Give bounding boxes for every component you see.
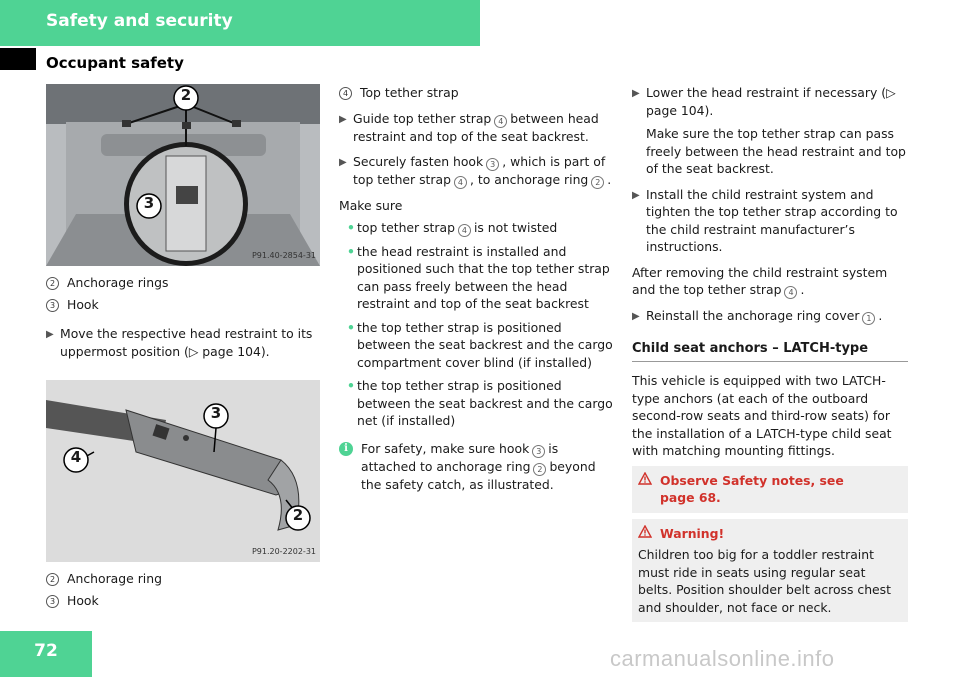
bullet-dot-icon: • [347,319,355,335]
legend-item: 2 Anchorage ring [46,570,321,588]
instruction-step: ▶ Securely fasten hook 3 , which is part of top tether strap 4 , to anchorage ring 2 . [339,154,612,187]
bullet-dot-icon: • [347,219,355,235]
bullet-dot-icon: • [347,243,355,259]
legend-item: 3 Hook [46,296,321,314]
instruction-step: ▶ Move the respective head restraint to its uppermost position (▷ page 104). [46,326,313,359]
figure-cargo-anchorage [46,84,320,266]
bullet-item: • the head restraint is installed and positioned such that the top tether strap can pass freely between the head restraint and top of the seat backrest [347,243,610,311]
warning-box [632,519,908,623]
instruction-step: ▶ Guide top tether strap 4 between head restraint and top of the seat backrest. [339,110,599,144]
step-arrow-icon: ▶ [632,311,640,322]
step-arrow-icon: ▶ [632,189,640,201]
make-sure-label: Make sure [339,198,403,213]
section-heading: Child seat anchors – LATCH-type [632,340,908,363]
safety-notice-box [632,466,908,513]
step-arrow-icon: ▶ [339,157,347,168]
bullet-dot-icon: • [347,378,355,393]
column-left [46,84,321,609]
warning-body: Children too big for a toddler restraint must ride in seats using regular seat belts. Position shoulder belt across chest and shoulder, not face or neck. [638,547,891,615]
instruction-step: ▶ Install the child restraint system and tighten the top tether strap according to the child restraint manufacturer’s instructions. [632,186,898,254]
bullet-item: • top tether strap 4 is not twisted [347,219,558,235]
instruction-step: ▶ Reinstall the anchorage ring cover 1 . [632,307,908,326]
figure-ref: P91.20-2202-31 [251,546,316,556]
info-icon: i [339,442,353,456]
callout-2: 2 [292,506,304,524]
step-arrow-icon: ▶ [46,329,54,340]
section-tab-marker [0,48,36,70]
section-body: This vehicle is equipped with two LATCH-type anchors (at each of the outboard second-row seats and third-row seats) for the installation of a LATCH-type child seat with matching mounting fittings. [632,373,892,458]
callout-2: 2 [180,86,192,104]
column-middle [339,84,614,493]
hook-illustration [46,380,320,562]
section-title: Safety and security [46,11,233,31]
legend-item: 2 Anchorage rings [46,274,321,292]
instruction-step: ▶ Lower the head restraint if necessary (▷ page 104). Make sure the top tether strap can pass freely between the head restraint and top of the seat backrest. [632,85,906,176]
after-removing-text: After removing the child restraint system and the top tether strap 4 . [632,264,888,297]
bullet-item: • the top tether strap is positioned between the seat backrest and the cargo compartment cover blind (if installed) [347,319,613,370]
warning-triangle-icon [638,472,660,490]
callout-4: 4 [70,448,82,466]
warning-title: Warning! [660,525,725,541]
bullet-item: • the top tether strap is positioned between the seat backrest and the cargo net (if installed) [347,378,613,428]
figure-ref: P91.40-2854-31 [251,250,316,260]
cargo-photo-illustration [46,84,320,266]
page-number: 72 [34,641,58,661]
warning-triangle-icon [638,525,660,543]
legend-item: 4 Top tether strap [339,84,614,102]
subsection-title: Occupant safety [46,54,184,72]
callout-3: 3 [143,194,155,212]
observe-safety-notes: Observe Safety notes, see page 68. [660,472,844,505]
step-arrow-icon: ▶ [339,113,347,125]
watermark: carmanualsonline.info [610,646,835,671]
step-arrow-icon: ▶ [632,88,640,99]
callout-3: 3 [210,404,222,422]
info-note: i For safety, make sure hook 3 is attached to anchorage ring 2 beyond the safety catch, as illustrated. [339,440,614,494]
legend-item: 3 Hook [46,592,321,610]
column-right [632,84,908,622]
figure-hook-strap [46,380,320,562]
